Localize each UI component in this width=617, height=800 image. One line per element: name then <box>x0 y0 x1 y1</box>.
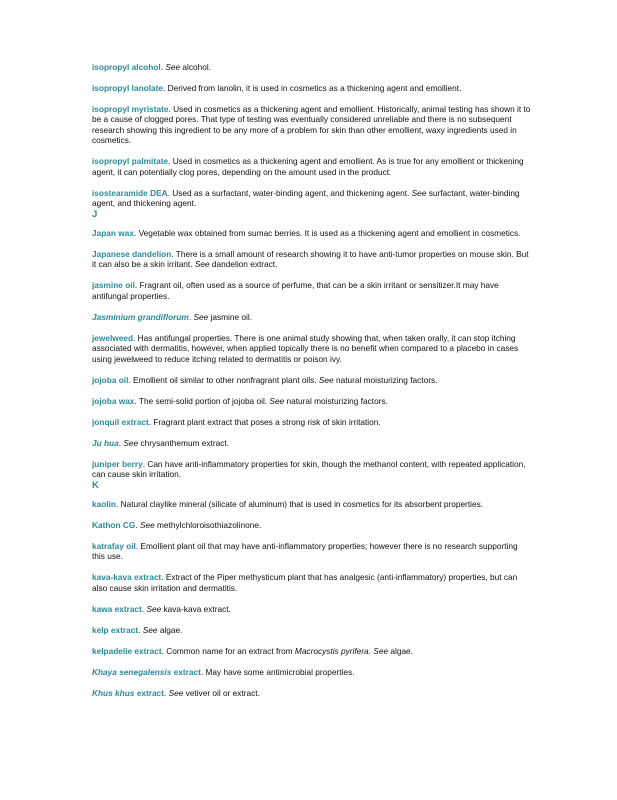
glossary-entry <box>92 228 532 238</box>
entry-definition: . Derived from lanolin, it is used in cosmetics as a thickening agent and emollient. <box>163 83 462 93</box>
entry-definition: . Vegetable wax obtained from sumac berries. It is used as a thickening agent and emollient in cosmetics. <box>133 228 521 239</box>
entry-definition: . See kava-kava extract. <box>141 603 231 614</box>
section-letter: J <box>92 209 98 221</box>
glossary-entry <box>92 541 532 562</box>
entry-definition: . Common name for an extract from Macrocystis pyrifera. See algae. <box>161 645 413 656</box>
entry-term: Khus khus extract <box>92 687 164 698</box>
glossary-entry <box>92 156 532 177</box>
entry-definition: . Has antifungal properties. There is one animal study showing that, when taken orally, it can stop itching associated with dermatitis, however, when applied topically there is no benefit when compared to a placebo in cases using jewelweed to reduce itching related to dermatitis or poison ivy. <box>92 332 519 364</box>
glossary-entry <box>92 396 532 406</box>
entry-definition: . Fragrant plant extract that poses a strong risk of skin irritation. <box>148 416 381 427</box>
entry-term: Japan wax <box>92 228 134 239</box>
entry-definition: . Can have anti-inflammatory properties for skin, though the methanol content, with repeated application, can cause skin irritation. <box>92 458 526 480</box>
entry-definition: . Emollient plant oil that may have anti-inflammatory properties; however there is no research supporting this use. <box>92 541 518 562</box>
glossary-page <box>92 62 532 709</box>
entry-definition: . The semi-solid portion of jojoba oil. See natural moisturizing factors. <box>134 395 388 406</box>
glossary-entry <box>92 688 532 698</box>
entry-term: jewelweed <box>92 332 134 343</box>
entry-term: kelp extract <box>92 624 139 635</box>
glossary-entry <box>92 83 532 93</box>
glossary-entry <box>92 646 532 656</box>
entry-term: isostearamide DEA <box>92 187 168 198</box>
entry-term: isopropyl myristate <box>92 104 169 114</box>
entry-definition: . Fragrant oil, often used as a source of perfume, that can be a skin irritant or sensitizer.It may have antifungal properties. <box>92 280 499 301</box>
entry-term: jojoba oil <box>92 374 129 385</box>
entry-term: kawa extract <box>92 603 142 614</box>
glossary-entry <box>92 667 532 677</box>
glossary-entry <box>92 572 532 593</box>
entry-term: Kathon CG <box>92 520 136 531</box>
glossary-entry <box>92 417 532 427</box>
entry-definition: . See methylchloroisothiazolinone. <box>135 520 262 531</box>
entry-definition: . See vetiver oil or extract. <box>163 687 260 698</box>
entry-definition: . See alcohol. <box>160 62 211 72</box>
glossary-entry <box>92 62 532 72</box>
glossary-entry <box>92 104 532 146</box>
entry-term: Jasminium grandiflorum <box>92 311 189 322</box>
entry-term: kaolin <box>92 499 116 510</box>
glossary-entry <box>92 249 532 270</box>
entry-definition: . May have some antimicrobial properties. <box>200 666 355 677</box>
glossary-entry <box>92 604 532 614</box>
entry-definition: . Used as a surfactant, water-binding agent, and thickening agent. See surfactant, water-binding agent, and thickening agent. <box>92 187 520 209</box>
entry-term: jasmine oil <box>92 280 135 291</box>
entry-definition: . Used in cosmetics as a thickening agent and emollient. Historically, animal testing has shown it to be a cause of clogged pores. That type of testing was eventually considered unreliable and there is no subsequent research showing this ingredient to be any more of a problem for skin than other emollient, waxy ingredients used in cosmetics. <box>92 104 531 146</box>
entry-definition: . See algae. <box>138 624 183 635</box>
entry-definition: . Natural claylike mineral (silicate of aluminum) that is used in cosmetics for its absorbent properties. <box>115 499 484 510</box>
entry-definition: . See chrysanthemum extract. <box>118 437 229 448</box>
entry-term: isopropyl alcohol <box>92 62 161 72</box>
glossary-entry <box>92 459 532 480</box>
entry-definition: . There is a small amount of research showing it to have anti-tumor properties on mouse skin. But it can also be a skin irritant. See dandelion extract. <box>92 249 529 270</box>
entry-term: isopropyl palmitate <box>92 156 169 167</box>
entry-term: Japanese dandelion <box>92 249 172 260</box>
entry-term: juniper berry <box>92 458 143 469</box>
entry-definition: . Used in cosmetics as a thickening agent and emollient. As is true for any emollient or thickening agent, it can potentially clog pores, depending on the amount used in the product. <box>92 156 524 177</box>
entry-term: katrafay oil <box>92 541 136 552</box>
glossary-entry <box>92 520 532 530</box>
entry-definition: . Extract of the Piper methysticum plant that has analgesic (anti-inflammatory) properties, but can also cause skin irritation and dermatitis. <box>92 572 518 593</box>
entry-term: jonquil extract <box>92 416 149 427</box>
entry-term: Ju hua <box>92 437 119 448</box>
glossary-entry <box>92 375 532 385</box>
entry-definition: . See jasmine oil. <box>188 311 253 322</box>
glossary-entry <box>92 188 532 209</box>
entry-term: kelpadelie extract <box>92 645 162 656</box>
entry-term: jojoba wax <box>92 395 135 406</box>
entry-term: isopropyl lanolate <box>92 83 163 93</box>
entry-term: Khaya senegalensis extract <box>92 666 201 677</box>
glossary-entry <box>92 438 532 448</box>
glossary-entry <box>92 280 532 301</box>
entry-definition: . Emollient oil similar to other nonfragrant plant oils. See natural moisturizing factors. <box>128 374 438 385</box>
section-letter: K <box>92 480 99 492</box>
entry-term: kava-kava extract <box>92 572 162 583</box>
glossary-entry <box>92 312 532 322</box>
glossary-entry <box>92 625 532 635</box>
glossary-entry <box>92 499 532 509</box>
glossary-entry <box>92 333 532 364</box>
